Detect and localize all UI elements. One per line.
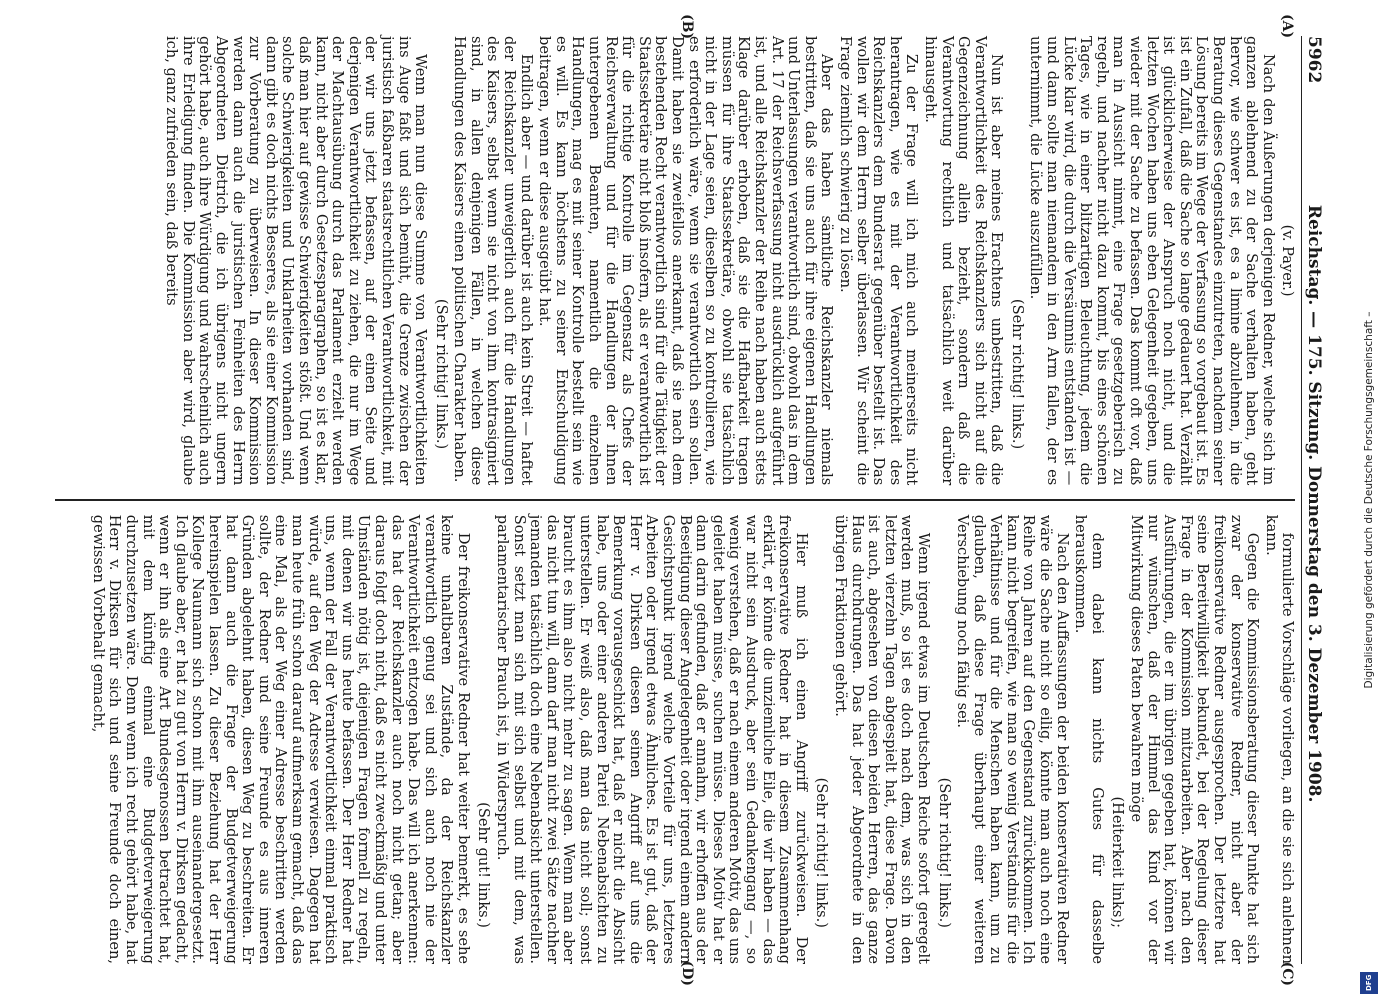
running-title: Reichstag. — 175. Sitzung. Donnerstag den 3. Dezember 1908. [1304,204,1324,803]
paragraph: Der freikonservative Redner hat weiter bemerkt, es sehe keine unhaltbaren Zustände, da der Reichskanzler verantwortlich genug sei und sich auch noch nie der Verantwortlichkeit entzogen habe. Das will ich anerkennen: das hat der Reichskanzler auch noch nicht getan; aber daraus folgt doch nicht, daß es nicht zweckmäßig und unter Umständen nötig ist, diejenigen Fragen formell zu regeln, mit denen wir uns heute befassen. Der Herr Redner hat uns, wenn der Fall der Verantwortlichkeit einmal praktisch würde, auf den Weg der Adresse verwiesen. Dagegen hat man heute früh schon darauf aufmerksam gemacht, daß das eine Mal, als der Weg einer Adresse beschritten werden sollte, der Redner und seine Freunde es aus inneren Gründen abgelehnt haben, diesen Weg zu beschreiten. Er hat dann auch die Frage der Budgetverweigerung hereinspielen lassen. Zu dieser Beziehung hat der Herr Kollege Naumann sich schon mit ihm auseinandergesetzt. Ich glaube aber, er hat zu gut von Herrn v. Dirksen gedacht, wenn er ihn als eine Art Bundesgenossen betrachtet hat, mit dem künftig einmal eine Budgetverweigerung durchzusetzen wäre. Denn wenn ich recht gehört habe, hat Herr v. Dirksen für sich und seine Freunde doch einen, gewissen Vorbehalt gemacht, [89,514,472,964]
marker-a: (A) [1279,14,1296,39]
paragraph: Nun ist aber meines Erachtens unbestritten, daß die Verantwortlichkeit des Reichskanzlers sich nicht auf die Gegenzeichnung allein bezieht, sondern daß die Verantwortung rechtlich und tatsächlich weit darüber hinausgeht. [921,36,1006,486]
page-number: 5962 [1304,36,1324,84]
paragraph: Nach den Äußerungen derjenigen Redner, welche sich im ganzen ablehnend zu der Sache verhalten haben, geht hervor, wie schwer es ist, es a limine abzulehnen, in die Beratung dieses Gegenstandes einzutreten, nachdem seiner Lösung bereits im Wege der Verfassung so vorgebaut ist. Es ist ein Zufall, daß die Sache so lange gedauert hat. Verzählt ist glücklicherweise der Anspruch noch nicht, und die letzten Wochen haben uns eben Gelegenheit gegeben, uns wieder mit der Sache zu befassen. Das kommt oft vor, daß man in Aussicht nimmt, eine Frage gesetzgeberisch zu regeln, und nachher nicht dazu kommt, bis eines schönen Tages, wie in einer blitzartigen Beleuchtung, jedem die Lücke klar wird, die durch die Versäumnis entstanden ist — und dann sollte man niemandem in den Arm fallen, der es unternimmt, die Lücke auszufüllen. [1027,36,1277,486]
digitization-footer [1355,0,1383,1000]
paragraph: formulierte Vorschläge vorliegen, an die sie sich anlehnen kann. [1262,514,1297,964]
marker-c: (C) [1279,961,1296,986]
marker-b: (B) [679,14,696,40]
interjection: (Sehr richtig! links.) [432,298,450,450]
interjection: (Sehr gut! links.) [475,802,493,928]
speaker-name: (v. Payer.) [1279,224,1297,297]
interjection: (Sehr richtig! links.) [935,777,953,928]
paragraph: Endlich aber — und darüber ist auch kein Streit — haftet der Reichskanzler unweigerlich auch für die Handlungen des Kaisers, selbst wenn sie nicht von ihm kontrasigniert sind, in allen denjenigen Fällen, in welchen diese Handlungen des Kaisers einen politischen Charakter haben. [451,36,535,486]
rotated-page [22,10,1332,990]
left-column [55,14,1297,486]
interjection: (Sehr richtig! links.) [1008,298,1026,450]
paragraph: Wenn irgend etwas im Deutschen Reiche sofort geregelt werden muß, so ist es doch nach dem, was sich in den letzten vierzehn Tagen abgespielt hat, diese Frage. Davon ist auch, abgesehen von diesen beiden Herren, das ganze Haus durchdrungen. Das hat jeder Abgeordnete in den übrigen Fraktionen gehört. [831,514,932,964]
paragraph: Gegen die Kommissionsberatung dieser Punkte hat sich zwar der konservative Redner, nicht aber der freikonservative Redner ausgesprochen. Der letztere hat seine Bereitwilligkeit bekundet, bei der Regelung dieser Frage in der Kommission mitzuarbeiten. Aber nach den Ausführungen, die er im übrigen gegeben hat, können wir nur wünschen, daß der Himmel das Kind vor der Mitwirkung dieses Paten bewahren möge [1128,514,1262,964]
paragraph: Zu der Frage will ich mich auch meinerseits nicht herantragen, wie es mit der Verantwortlichkeit des Reichskanzlers dem Bundesrat gegenüber bestellt ist. Das wollen wir dem Herrn selber überlassen. Wir scheint die Frage ziemlich schwierig zu lösen. [836,36,921,486]
right-column [55,514,1297,986]
interjection: (Sehr richtig! links.) [813,777,831,928]
footer-credit: Digitalisierung gefördert durch die Deutsche Forschungsgemeinschaft – [1363,311,1375,689]
paragraph: Aber das haben sämtliche Reichskanzler niemals bestritten, daß sie uns auch für ihre eigenen Handlungen und Unterlassungen verantwortlich sind, obwohl das in dem Art. 17 der Reichsverfassung nicht ausdrücklich aufgeführt ist, und alle Reichskanzler der Reihe nach haben auch stets Klage darüber erhoben, daß sie die Haftbarkeit tragen müssen für ihre Staatssekretäre, obwohl sie tatsächlich nicht in der Lage seien, dieselben so zu kontrollieren, wie es erforderlich wäre, wenn sie verantwortlich sein sollen. Damit haben sie zweifellos anerkannt, daß sie nach dem bestehenden Recht verantwortlich sind für die Tätigkeit der Staatssekretäre nicht bloß insofern, als er verantwortlich ist für die richtige Kontrolle im Gegensatz als Chefs der Reichsverwaltung und für die Handlungen der ihnen untergebenen Beamten, namentlich die einzelnen Handlungen, mag es mit seiner Kontrolle bestellt sein wie es will. Es kann höchstens zu seiner Entschuldigung beitragen, wenn er diese ausgeübt hat. [536,36,836,486]
marker-d: (D) [679,960,696,986]
dfg-logo-icon: DFG [1360,972,1378,994]
paragraph: Wenn man nun diese Summe von Verantwortlichkeiten ins Auge faßt und sich bemüht, die Grenze zwischen der juristisch faßbaren staatsrechtlichen Verantwortlichkeit, mit der wir uns jetzt befassen, auf der einen Seite und derjenigen Verantwortlichkeit zu ziehen, die nur im Wege der Machtausübung durch das Parlament erzielt werden kann, nicht aber durch Gesetzesparagraphen, so ist es klar, daß man hier auf gewisse Schwierigkeiten stößt. Und wenn solche Schwierigkeiten und Unklarheiten vorhanden sind, dann gibt es doch nichts Besseres, als sie einer Kommission zur Vorberatung zu überweisen. In dieser Kommission werden dann auch die juristischen Feinheiten des Herrn Abgeordneten Dietrich, die ich übrigens nicht ungern gehört habe, auch ihre Würdigung und wahrscheinlich auch ihre Erledigung finden. Die Kommission aber wird, glaube ich, ganz zufrieden sein, daß bereits [163,36,430,486]
text-columns [55,14,1297,986]
page-header [1301,36,1322,964]
interjection: (Heiterkeit links); [1109,796,1127,928]
column-rule [55,499,1295,501]
paragraph: Hier muß ich einen Angriff zurückweisen. Der freikonservative Redner hat in diesem Zusammenhang erklärt, er könne die unziemliche Eile, die wir haben — das war nicht sein Ausdruck, aber sein Gedankengang —, so wenig verstehen, daß er nach einem anderen Motiv, das uns geleitet haben müsse, suchen müsse. Dieses Motiv hat er dann darin gefunden, daß er annahm, wir erhoffen aus der Beseitigung dieser Angelegenheit oder irgend einem andern Gesichtspunkt irgend welche Vorteile für uns, letzteres Arbeiten oder irgend etwas Ähnliches. Es ist gut, daß der Herr v. Dirksen diesen seinen Angriff auf uns die Bemerkung vorausgeschickt hat, daß er nicht die Absicht habe, uns oder einer anderen Partei Nebenabsichten zu unterstellen. Er weiß also, daß man das nicht soll; sonst braucht es ihm also nicht mehr zu sagen. Wenn man aber das nicht tun will, dann darf man nicht zwei Sätze nachher jemanden tatsächlich doch eine Nebenabsicht unterstellen. Sonst setzt man sich mit sich selbst und mit dem, was parlamentarischer Brauch ist, in Widerspruch. [494,514,810,964]
paragraph: Nach den Auffassungen der beiden konservativen Redner wäre die Sache nicht so eilig, könnte man auch noch eine Reihe von Jahren auf den Gegenstand zurückkommen. Ich kann nicht begreifen, wie man so wenig Verständnis für die Verhältnisse und für die Menschen haben kann, um zu glauben, daß diese Frage überhaupt einer weiteren Verschiebung noch fähig sei. [954,514,1071,964]
paragraph: denn dabei kann nichts Gutes für dasselbe herauskommen. [1072,514,1106,964]
